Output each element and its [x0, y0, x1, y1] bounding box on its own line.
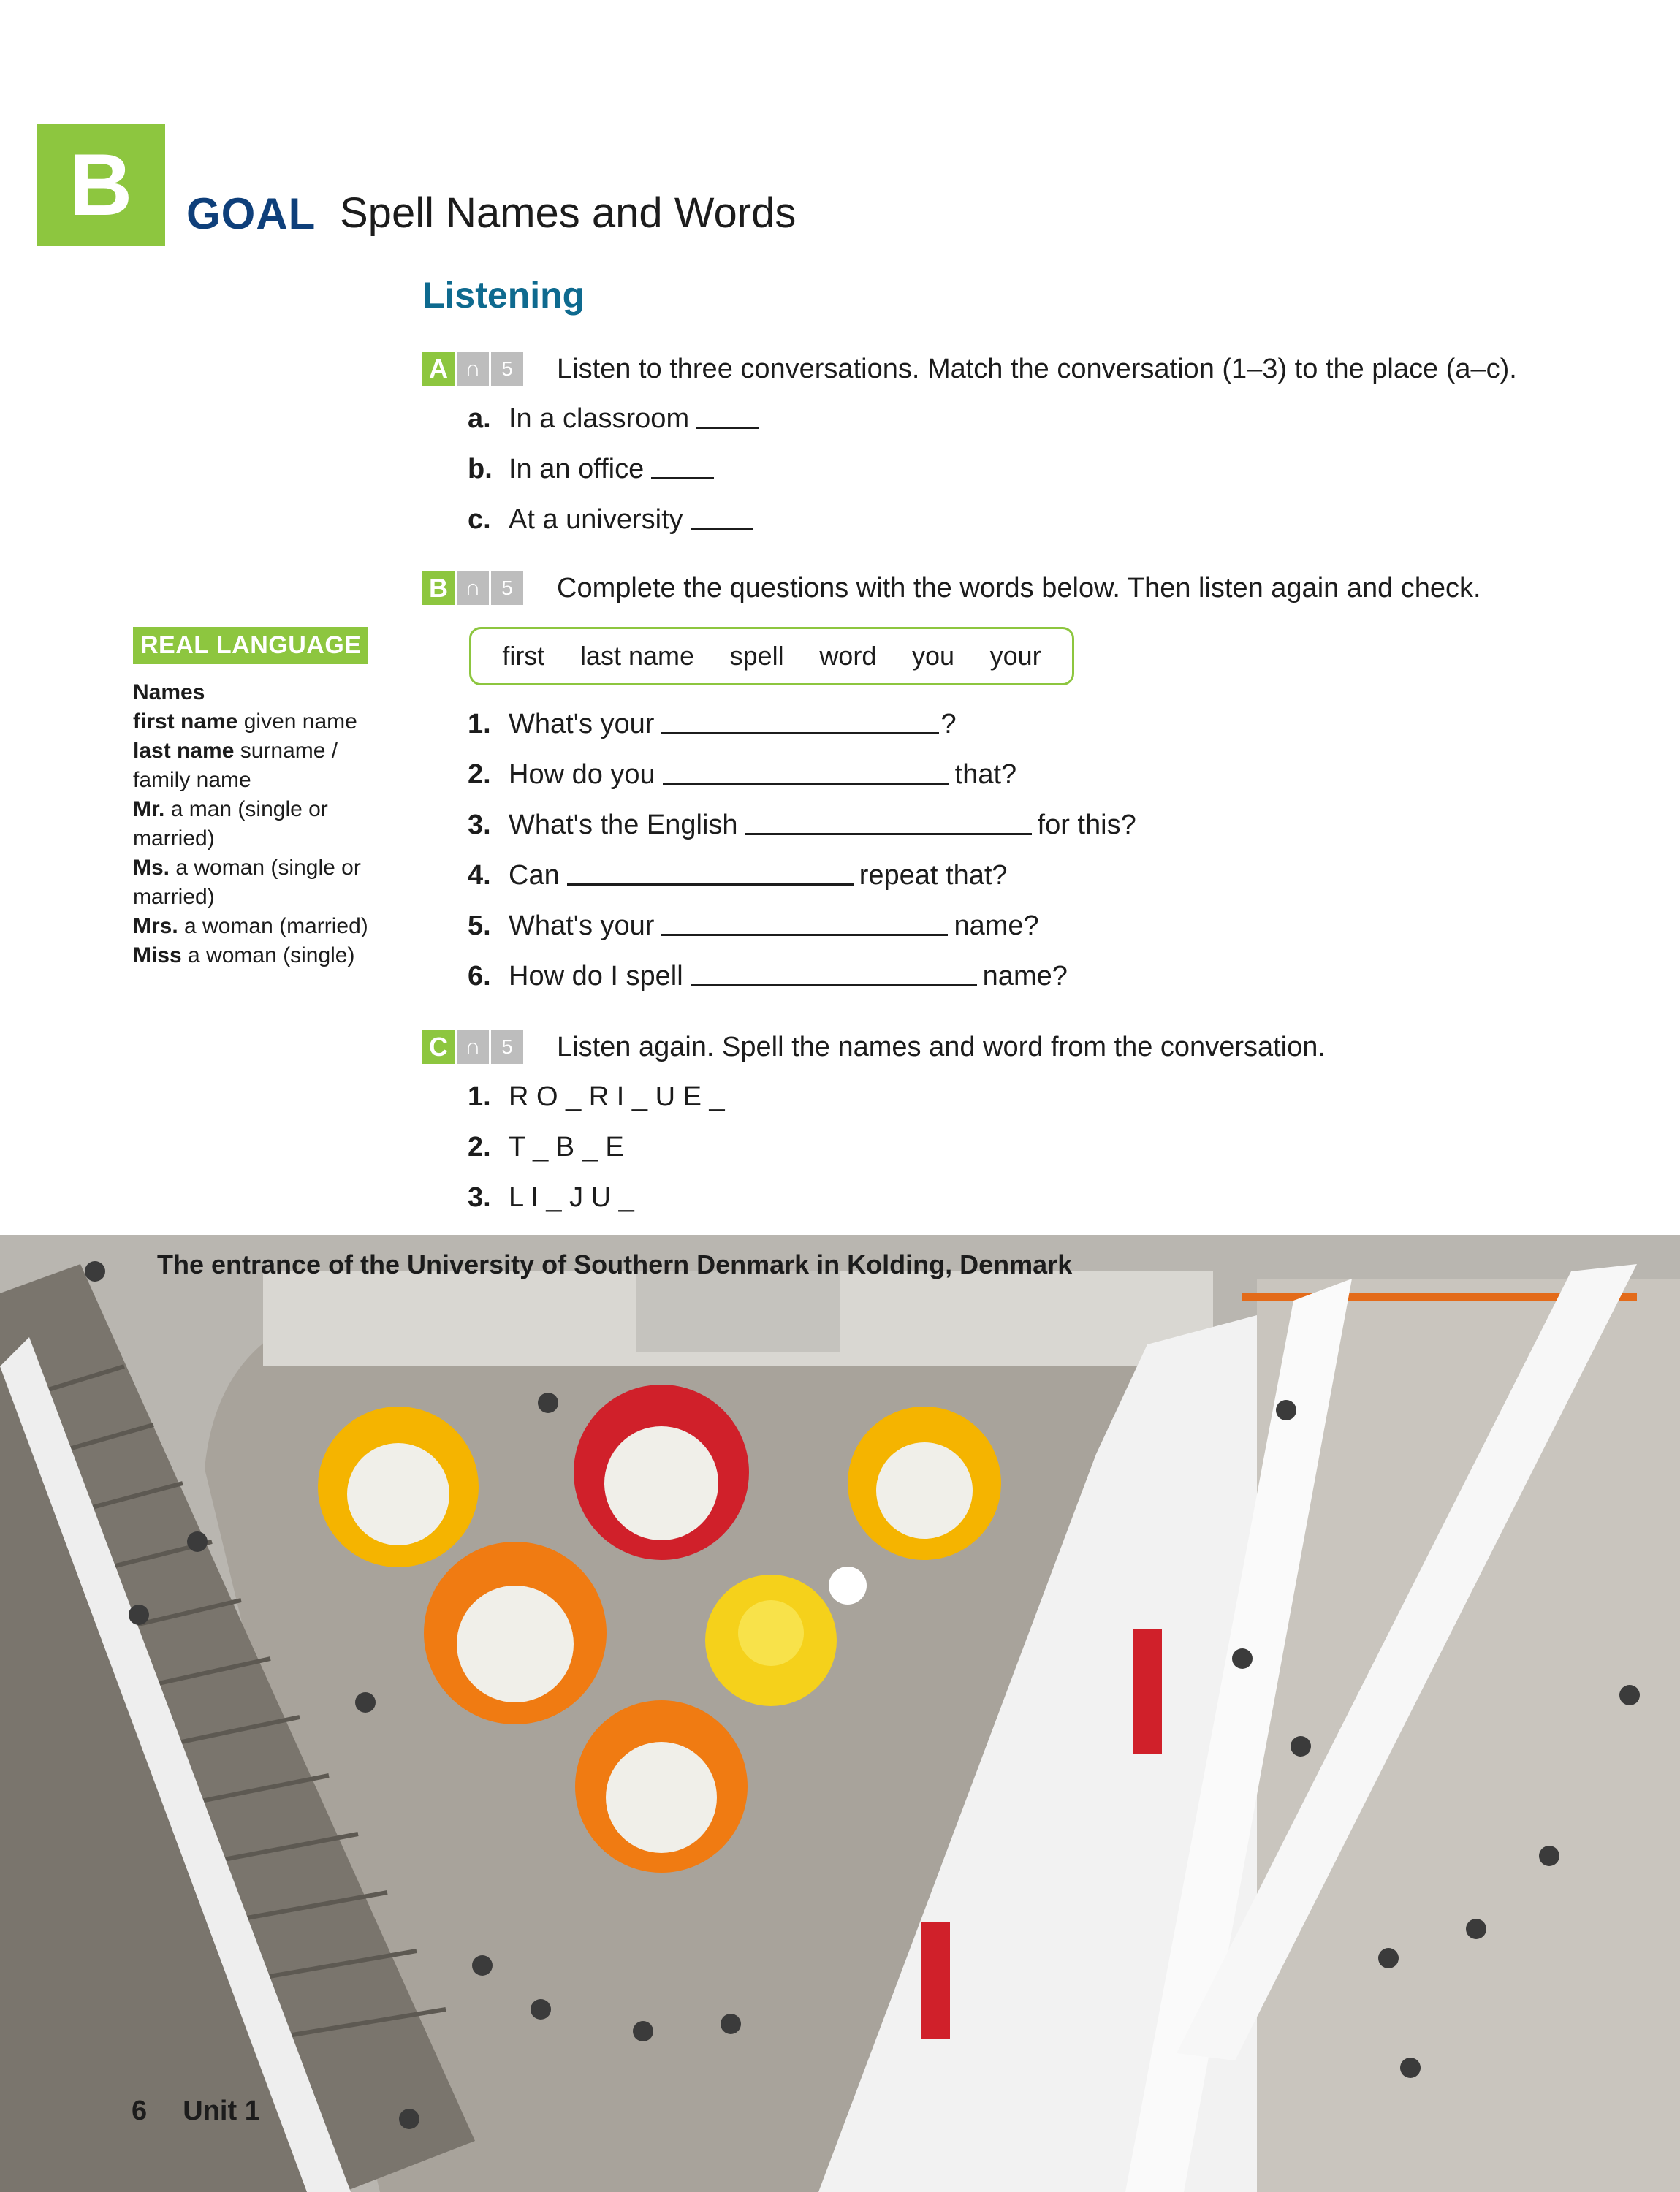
unit-label: Unit 1	[183, 2096, 260, 2126]
answer-blank[interactable]	[567, 883, 854, 886]
question-start: How do I spell	[509, 961, 683, 992]
item-label: 3.	[468, 810, 491, 840]
word-box-item: first	[502, 641, 545, 671]
section-heading: Listening	[422, 275, 585, 316]
page-number: 6	[132, 2096, 148, 2126]
word-box-item: you	[911, 641, 955, 671]
question-start: What's your	[509, 709, 655, 739]
item-label: 2.	[468, 1132, 491, 1162]
photo-caption: The entrance of the University of Southern Denmark in Kolding, Denmark	[157, 1249, 1073, 1279]
spelling-item	[468, 1132, 624, 1163]
word-box	[469, 627, 1074, 685]
item-label: a.	[468, 403, 491, 434]
answer-blank[interactable]	[663, 782, 949, 785]
headphones-icon[interactable]: ∩	[455, 1030, 489, 1064]
answer-blank[interactable]	[691, 527, 753, 530]
section-badge: B	[37, 124, 165, 246]
exercise-b-instruction: Complete the questions with the words below. Then listen again and check.	[557, 573, 1481, 604]
answer-blank[interactable]	[661, 731, 939, 734]
exercise-letter: B	[422, 571, 455, 605]
spelling-puzzle[interactable]: T _ B _ E	[509, 1132, 624, 1162]
word-box-item: last name	[579, 641, 695, 671]
real-language-title: Names	[133, 680, 205, 704]
item-text: In an office	[509, 454, 645, 484]
real-language-entry: Mrs. a woman (married)	[133, 914, 368, 938]
item-label: 3.	[468, 1182, 491, 1213]
question-item	[468, 961, 1068, 992]
question-end: ?	[940, 709, 957, 739]
item-label: 5.	[468, 910, 491, 941]
question-end: name?	[954, 910, 1039, 941]
question-item	[468, 759, 1016, 791]
exercise-letter: A	[422, 352, 455, 386]
exercise-c-instruction: Listen again. Spell the names and word from the conversation.	[557, 1032, 1326, 1062]
answer-blank[interactable]	[691, 983, 977, 986]
match-item	[468, 454, 720, 485]
track-number: 5	[489, 352, 523, 386]
item-label: 1.	[468, 709, 491, 739]
real-language-entry: Mr. a man (single or married)	[133, 797, 328, 850]
match-item	[468, 403, 765, 435]
question-item	[468, 910, 1039, 942]
goal-label: GOAL	[186, 189, 316, 238]
track-number: 5	[489, 1030, 523, 1064]
spelling-item	[468, 1081, 725, 1113]
item-label: 6.	[468, 961, 491, 992]
spelling-puzzle[interactable]: L I _ J U _	[509, 1182, 634, 1213]
headphones-icon[interactable]: ∩	[455, 571, 489, 605]
answer-blank[interactable]	[696, 426, 759, 429]
exercise-letter: C	[422, 1030, 455, 1064]
spelling-puzzle[interactable]: R O _ R I _ U E _	[509, 1081, 725, 1112]
match-item	[468, 504, 759, 536]
item-label: 4.	[468, 860, 491, 891]
answer-blank[interactable]	[661, 933, 948, 936]
question-start: What's the English	[509, 810, 738, 840]
item-text: At a university	[509, 504, 683, 535]
exercise-a-badge	[422, 352, 523, 386]
question-end: name?	[982, 961, 1068, 992]
real-language-list	[133, 678, 381, 970]
photo-illustration	[0, 1235, 1680, 2192]
exercise-c-badge	[422, 1030, 523, 1064]
headphones-icon[interactable]: ∩	[455, 352, 489, 386]
word-box-item: spell	[729, 641, 784, 671]
real-language-entry: Miss a woman (single)	[133, 943, 355, 967]
question-start: Can	[509, 860, 560, 891]
real-language-tag: REAL LANGUAGE	[133, 627, 368, 664]
item-label: 2.	[468, 759, 491, 790]
item-label: c.	[468, 504, 491, 535]
item-label: b.	[468, 454, 493, 484]
question-end: that?	[954, 759, 1017, 790]
answer-blank[interactable]	[651, 476, 714, 479]
question-end: for this?	[1037, 810, 1136, 840]
word-box-item: word	[819, 641, 877, 671]
track-number: 5	[489, 571, 523, 605]
word-box-item: your	[989, 641, 1041, 671]
question-start: What's your	[509, 910, 655, 941]
question-item	[468, 709, 957, 740]
page-footer	[132, 2096, 260, 2127]
exercise-a-instruction: Listen to three conversations. Match the conversation (1–3) to the place (a–c).	[557, 354, 1517, 384]
answer-blank[interactable]	[745, 832, 1032, 835]
real-language-entry: first name given name	[133, 709, 357, 734]
goal-title: Spell Names and Words	[340, 189, 797, 237]
question-end: repeat that?	[859, 860, 1008, 891]
real-language-entry: Ms. a woman (single or married)	[133, 856, 361, 909]
university-photo	[0, 1235, 1680, 2192]
spelling-item	[468, 1182, 634, 1214]
item-label: 1.	[468, 1081, 491, 1112]
question-start: How do you	[509, 759, 655, 790]
exercise-b-badge	[422, 571, 523, 605]
real-language-entry: last name surname / family name	[133, 739, 338, 792]
question-item	[468, 860, 1008, 891]
question-item	[468, 810, 1136, 841]
item-text: In a classroom	[509, 403, 690, 434]
